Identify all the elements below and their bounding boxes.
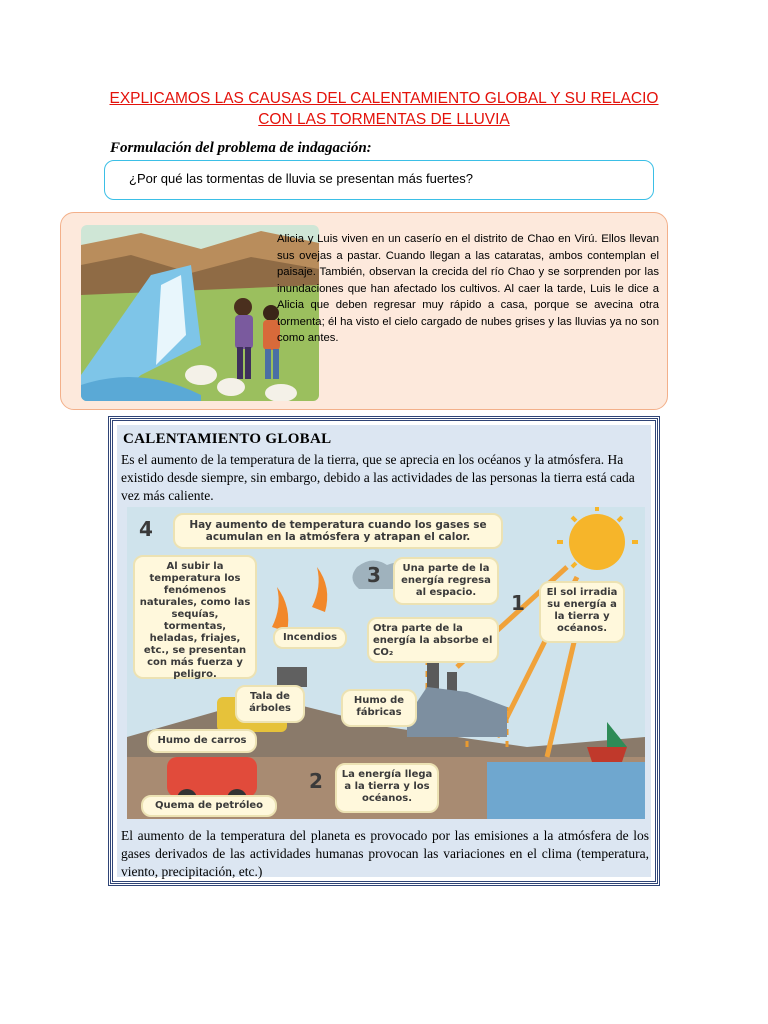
step-number-2: 2 [309, 769, 323, 793]
page-title [0, 88, 768, 130]
story-text: Alicia y Luis viven en un caserío en el distrito de Chao en Virú. Ellos llevan sus ovejas a pastar. Cuando llegan a las cataratas, ambos contemplan el paisaje. También, observan la crecida del río Chao y se sorprenden por las inundaciones que han afectado los cultivos. Al caer la tarde, Luis le dice a Alicia que deben regresar muy rápido a casa, porque se avecina otra tormenta; él ha visto el cielo cargado de nubes grises y las lluvias ya no son como antes. [277, 233, 659, 344]
greenhouse-diagram [127, 507, 645, 819]
problem-subtitle: Formulación del problema de indagación: [110, 140, 372, 156]
question-text: ¿Por qué las tormentas de lluvia se presentan más fuertes? [129, 171, 473, 186]
label-fires: Incendios [273, 627, 347, 649]
global-warming-box [110, 418, 658, 884]
label-car-smoke: Humo de carros [147, 729, 257, 753]
label-deforestation: Tala de árboles [235, 685, 305, 723]
label-factory-smoke: Humo de fábricas [341, 689, 417, 727]
box-heading: CALENTAMIENTO GLOBAL [123, 431, 332, 447]
step-number-1: 1 [511, 591, 525, 615]
label-step-4: Hay aumento de temperatura cuando los gases se acumulan en la atmósfera y atrapan el calor. [173, 513, 503, 549]
global-warming-inner [117, 425, 651, 877]
label-step-3: Una parte de la energía regresa al espacio. [393, 557, 499, 605]
story-card [60, 212, 668, 410]
label-oil-burning: Quema de petróleo [141, 795, 277, 817]
label-step-2: La energía llega a la tierra y los océanos. [335, 763, 439, 813]
box-closing: El aumento de la temperatura del planeta es provocado por las emisiones a la atmósfera de los gases derivados de las actividades humanas provocan las variaciones en el clima (temperatura, viento, precipitación, etc.) [121, 828, 649, 879]
step-number-3: 3 [367, 563, 381, 587]
label-effects: Al subir la temperatura los fenómenos naturales, como las sequías, tormentas, heladas, friajes, etc., se presentan con más fuerza y peligro. [133, 555, 257, 679]
label-step-1: El sol irradia su energía a la tierra y océanos. [539, 581, 625, 643]
label-co2-absorbs: Otra parte de la energía la absorbe el CO₂ [367, 617, 499, 663]
title-line-1: EXPLICAMOS LAS CAUSAS DEL CALENTAMIENTO GLOBAL Y SU RELACIO [109, 90, 659, 107]
box-intro: Es el aumento de la temperatura de la tierra, que se aprecia en los océanos y la atmósfera. Ha existido desde siempre, sin embargo, debido a las actividades de las personas la tierra está cada vez más caliente. [121, 452, 635, 503]
question-box [104, 160, 654, 200]
title-line-2: CON LAS TORMENTAS DE LLUVIA [258, 111, 510, 128]
step-number-4: 4 [139, 517, 153, 541]
